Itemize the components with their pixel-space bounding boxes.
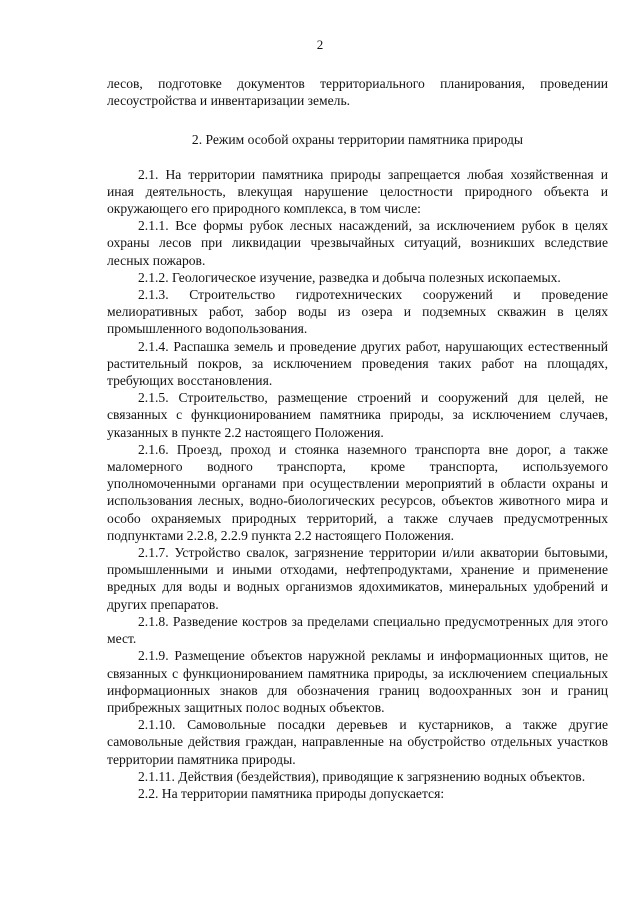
document-body bbox=[107, 75, 608, 802]
paragraph-2-1-7: 2.1.7. Устройство свалок, загрязнение территории и/или акватории бытовыми, промышленными и иными отходами, нефтепродуктами, хранение и применение вредных для воды и водных организмов ядохимикатов, минеральных удобрений и других препаратов. bbox=[107, 545, 608, 612]
intro-paragraph: лесов, подготовке документов территориального планирования, проведении лесоустройства и инвентаризации земель. bbox=[107, 76, 608, 109]
paragraph-2-1-11: 2.1.11. Действия (бездействия), приводящие к загрязнению водных объектов. bbox=[138, 768, 586, 784]
paragraph-2-1-3: 2.1.3. Строительство гидротехнических сооружений и проведение мелиоративных работ, забор воды из озера и подземных скважин в целях промышленного водопользования. bbox=[107, 287, 608, 337]
paragraph-2-1-4: 2.1.4. Распашка земель и проведение других работ, нарушающих естественный растительный покров, за исключением проведения таких работ на площадях, требующих восстановления. bbox=[107, 338, 608, 389]
page-number: 2 bbox=[316, 37, 324, 52]
paragraph-2-1-10: 2.1.10. Самовольные посадки деревьев и кустарников, а также другие самовольные действия граждан, направленные на обустройство отдельных участков территории памятника природы. bbox=[107, 717, 608, 767]
paragraph-2-1-6: 2.1.6. Проезд, проход и стоянка наземного транспорта вне дорог, а также маломерного водного транспорта, кроме транспорта, используемого уполномоченными органами при осуществлении мероприятий в области охраны и использования лесных, водно-биологических ресурсов, объектов животного мира и особо охраняемых природных территорий, а также случаев предусмотренных подпунктами 2.2.8, 2.2.9 пункта 2.2 настоящего Положения. bbox=[107, 441, 608, 543]
paragraph-2-1-1: 2.1.1. Все формы рубок лесных насаждений, за исключением рубок в целях охраны лесов при ликвидации чрезвычайных ситуаций, возникших вследствие лесных пожаров. bbox=[107, 218, 608, 268]
paragraph-2-1: 2.1. На территории памятника природы запрещается любая хозяйственная и иная деятельность, влекущая нарушение целостности природного объекта и окружающего его природного комплекса, в том числе: bbox=[107, 166, 608, 217]
paragraph-2-2: 2.2. На территории памятника природы допускается: bbox=[138, 785, 445, 801]
paragraph-2-1-2: 2.1.2. Геологическое изучение, разведка и добыча полезных ископаемых. bbox=[138, 269, 561, 285]
section-heading: 2. Режим особой охраны территории памятника природы bbox=[191, 132, 524, 148]
paragraph-2-1-9: 2.1.9. Размещение объектов наружной рекламы и информационных щитов, не связанных с функционированием памятника природы, за исключением специальных информационных знаков для обозначения границ водоохранных зон и границ прибрежных защитных полос водных объектов. bbox=[107, 648, 608, 715]
paragraph-2-1-8: 2.1.8. Разведение костров за пределами специально предусмотренных для этого мест. bbox=[107, 613, 608, 647]
paragraph-2-1-5: 2.1.5. Строительство, размещение строений и сооружений для целей, не связанных с функционированием памятника природы, за исключением случаев, указанных в пункте 2.2 настоящего Положения. bbox=[107, 390, 608, 440]
